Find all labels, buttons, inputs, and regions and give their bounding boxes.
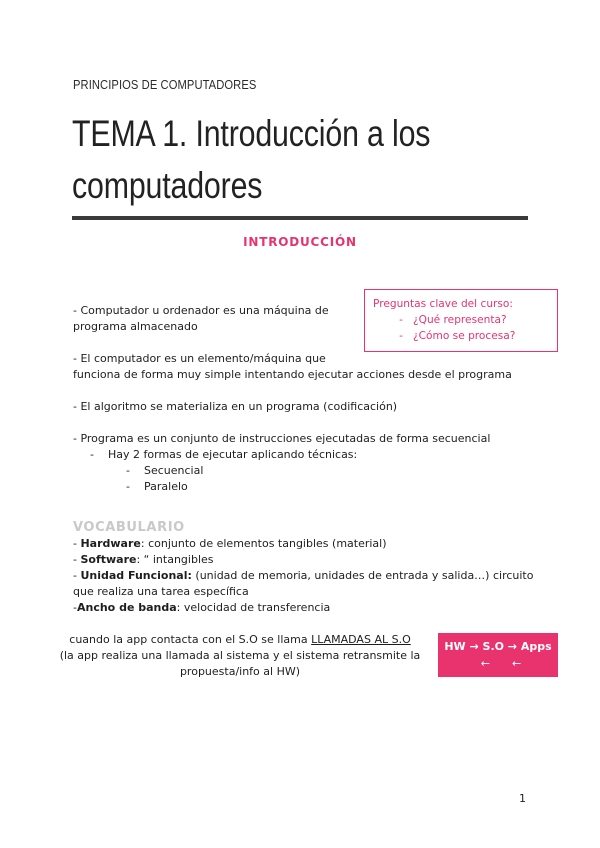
vocab-definition: (unidad de memoria, unidades de entrada y salida…) circuito <box>191 569 534 582</box>
paragraph-programa: - Programa es un conjunto de instrucciones ejecutadas de forma secuencial <box>73 432 491 445</box>
paragraph-line: funciona de forma muy simple intentando ejecutar acciones desde el programa <box>73 368 512 381</box>
callout-item-text: ¿Qué representa? <box>413 314 507 326</box>
page-number: 1 <box>519 792 526 805</box>
course-name: PRINCIPIOS DE COMPUTADORES <box>73 77 257 92</box>
vocab-definition: : “ intangibles <box>136 553 214 566</box>
system-calls-note <box>40 632 440 680</box>
system-calls-text: cuando la app contacta con el S.O se llama <box>69 633 312 646</box>
callout-title: Preguntas clave del curso: <box>373 298 513 310</box>
sub-sub-bullet-text: Paralelo <box>144 480 188 493</box>
hw-os-apps-back-arrows <box>438 657 558 671</box>
vocab-definition: : conjunto de elementos tangibles (material) <box>140 537 387 550</box>
vocab-term: Software <box>80 553 137 566</box>
system-calls-line: (la app realiza una llamada al sistema y el sistema retransmite la <box>59 649 421 662</box>
vocab-hardware: - Hardware: conjunto de elementos tangibles (material) <box>73 537 387 550</box>
paragraph-line: programa almacenado <box>73 320 198 333</box>
sub-bullet-text: Hay 2 formas de ejecutar aplicando técnicas: <box>108 448 358 461</box>
vocab-term: Ancho de banda <box>76 601 177 614</box>
system-calls-line: propuesta/info al HW) <box>179 665 301 678</box>
sub-sub-bullet-text: Secuencial <box>144 464 204 477</box>
vocab-unidad-funcional-cont: que realiza una tarea específica <box>73 585 249 598</box>
sub-bullet: - Hay 2 formas de ejecutar aplicando técnicas: <box>90 448 358 461</box>
callout-item: - ¿Qué representa? <box>399 314 507 326</box>
system-calls-line <box>40 632 440 648</box>
paragraph-line: - Computador u ordenador es una máquina de <box>73 304 329 317</box>
left-arrow-icon: ← <box>480 657 490 670</box>
vocabulary-heading: VOCABULARIO <box>73 520 185 535</box>
vocab-unidad-funcional: - Unidad Funcional: (unidad de memoria, unidades de entrada y salida…) circuito <box>73 569 534 582</box>
vocab-term: Unidad Funcional: <box>80 569 192 582</box>
hw-os-apps-forward: HW → S.O → Apps <box>444 640 552 653</box>
page-title <box>72 108 498 212</box>
paragraph-line: - El computador es un elemento/máquina que <box>73 352 326 365</box>
title-line-1: TEMA 1. Introducción a los <box>72 113 431 154</box>
hw-os-apps-diagram <box>438 633 558 677</box>
vocab-term: Hardware <box>80 537 141 550</box>
paragraph-elemento <box>73 351 512 383</box>
title-divider <box>72 216 528 220</box>
vocab-ancho-banda: -Ancho de banda: velocidad de transferencia <box>73 601 331 614</box>
paragraph-algoritmo: - El algoritmo se materializa en un programa (codificación) <box>73 400 398 413</box>
title-line-2: computadores <box>72 165 263 206</box>
sub-sub-bullet: - Paralelo <box>126 480 188 493</box>
key-questions-callout <box>364 289 558 352</box>
callout-item-text: ¿Cómo se procesa? <box>413 330 516 342</box>
sub-sub-bullet: - Secuencial <box>126 464 204 477</box>
callout-item: - ¿Cómo se procesa? <box>399 330 516 342</box>
vocab-definition: : velocidad de transferencia <box>176 601 331 614</box>
paragraph-computador <box>73 303 329 335</box>
section-heading: INTRODUCCIÓN <box>243 235 357 249</box>
vocab-software: - Software: “ intangibles <box>73 553 214 566</box>
system-calls-term: LLAMADAS AL S.O <box>311 633 411 646</box>
left-arrow-icon: ← <box>512 657 522 670</box>
